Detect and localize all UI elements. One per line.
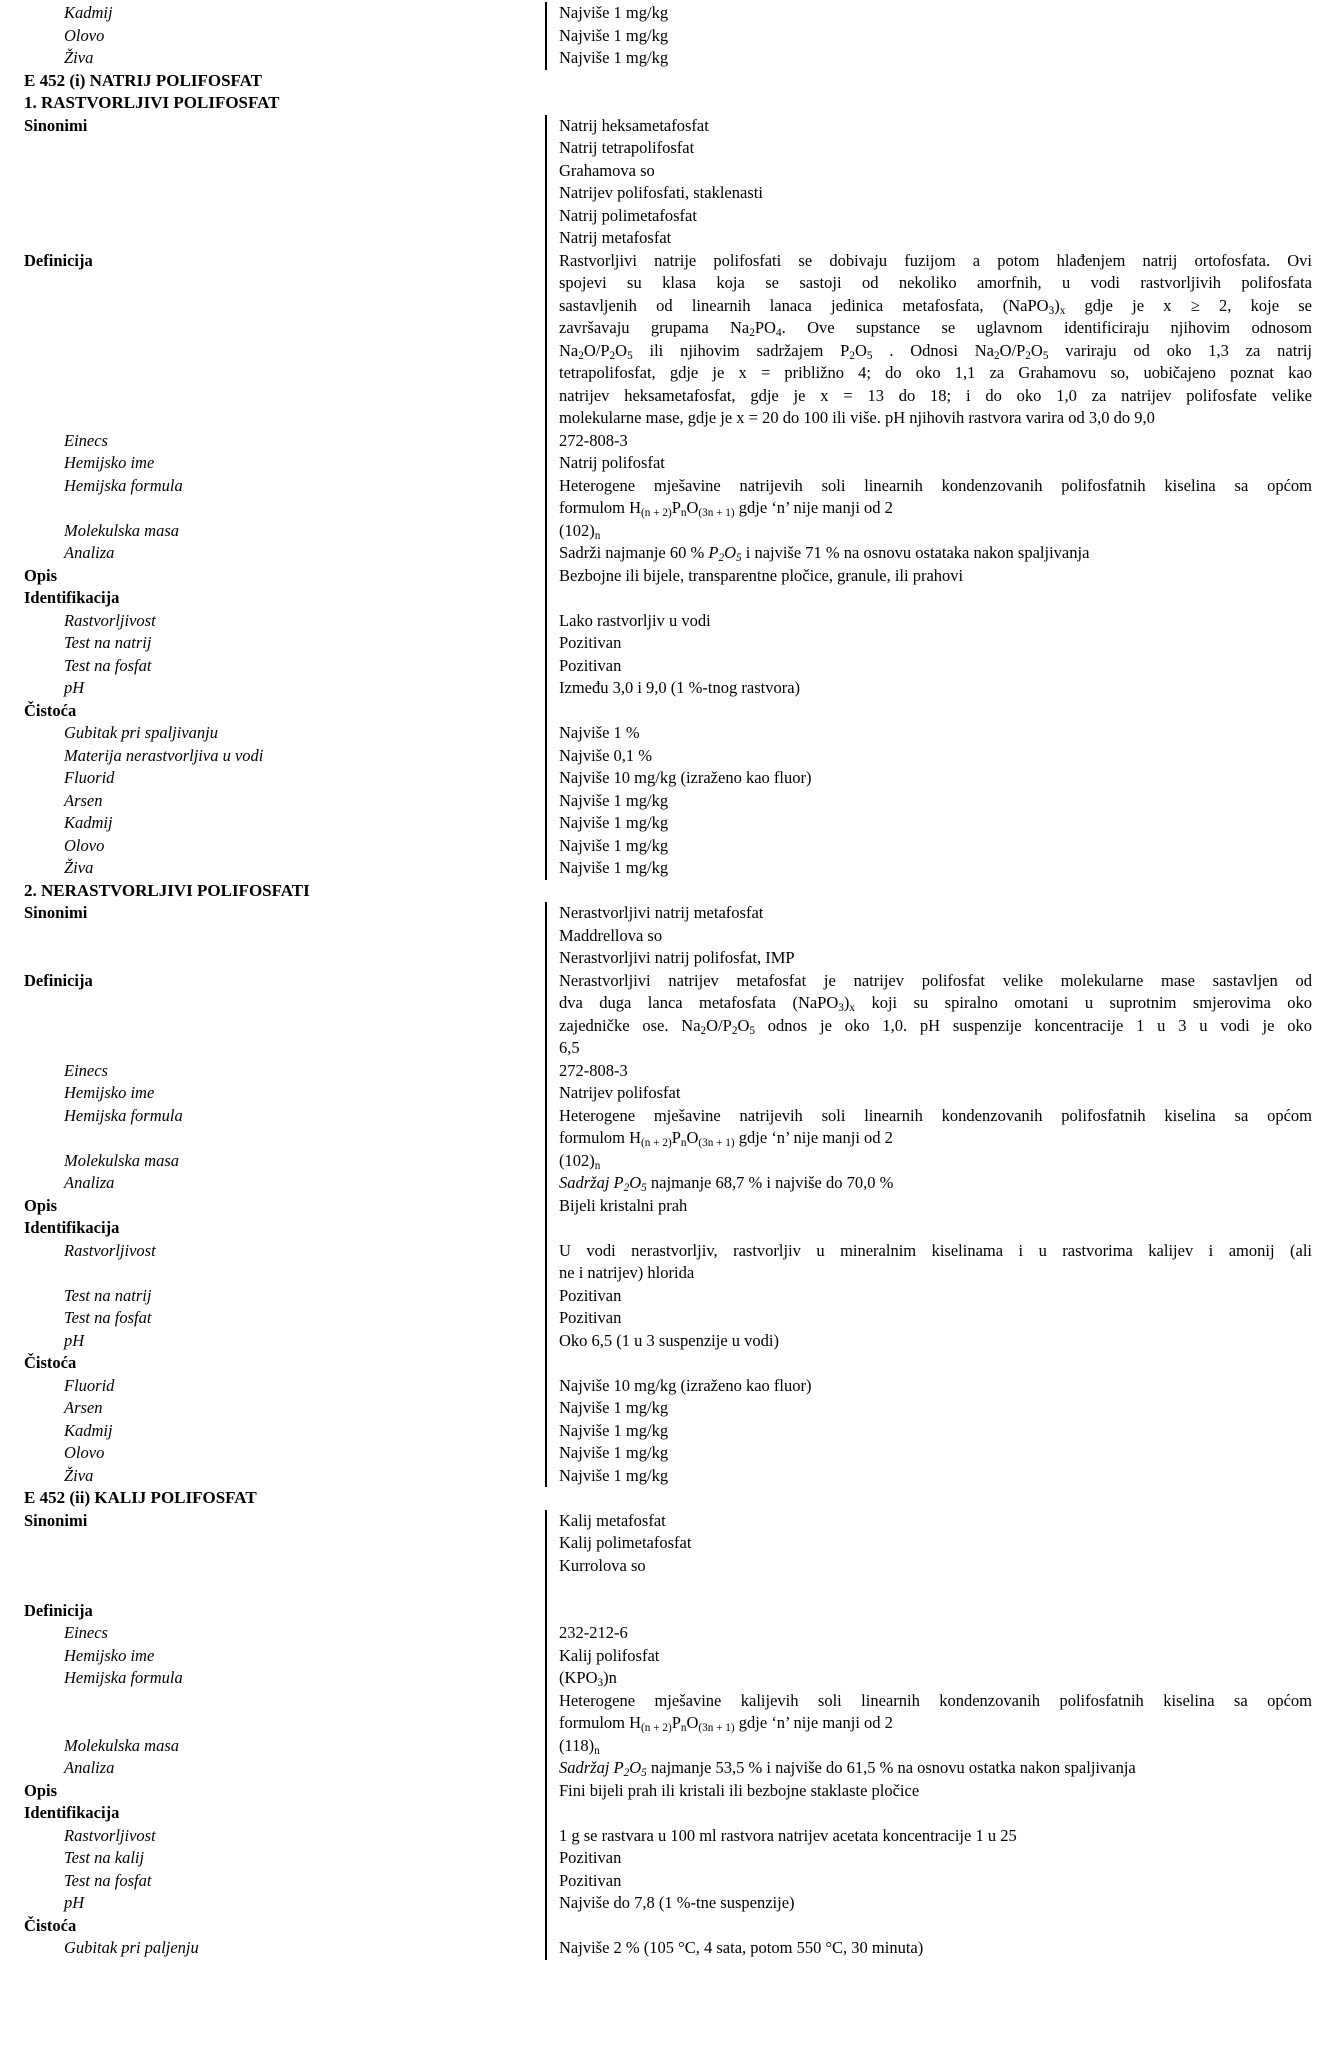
spec-row <box>0 1600 1340 1623</box>
spec-value <box>545 47 1340 70</box>
spec-value-line: Najviše 1 mg/kg <box>559 48 669 67</box>
spec-value <box>545 1465 1340 1488</box>
spec-label: Hemijsko ime <box>64 1645 155 1665</box>
spec-value <box>545 1735 1340 1758</box>
spec-value <box>545 1082 1340 1105</box>
spec-row <box>0 1172 1340 1195</box>
spec-label: Hemijska formula <box>64 475 183 495</box>
spec-value <box>545 1937 1340 1960</box>
spec-label: Materija nerastvorljiva u vodi <box>64 745 264 765</box>
spec-row <box>0 1780 1340 1803</box>
spec-value-line: Pozitivan <box>559 1308 622 1327</box>
spec-label: Hemijska formula <box>64 1668 183 1687</box>
spec-label: Test na fosfat <box>64 1308 152 1327</box>
spec-value-line: Najviše 1 % <box>559 723 640 742</box>
spec-label: Sinonimi <box>24 903 88 922</box>
spec-value-line: Maddrellova so <box>559 925 663 945</box>
spec-row <box>0 1285 1340 1308</box>
spec-value-line: Kalij polifosfat <box>559 1645 660 1665</box>
spec-value <box>545 1780 1340 1803</box>
section-heading: 2. NERASTVORLJIVI POLIFOSFATI <box>24 880 310 900</box>
spec-row <box>0 1825 1340 1848</box>
spec-value-line: Nerastvorljivi natrij metafosfat <box>559 903 764 922</box>
spec-row <box>0 655 1340 678</box>
spec-label: Hemijska formula <box>64 1105 183 1125</box>
spec-value-line: Najviše 2 % (105 °C, 4 sata, potom 550 °C, 30 minuta) <box>559 1938 924 1957</box>
spec-row <box>0 1735 1340 1758</box>
spec-label: Čistoća <box>24 1915 77 1935</box>
spec-value-line <box>559 1577 1312 1600</box>
spec-value <box>545 115 1340 250</box>
spec-label: Fluorid <box>64 1375 115 1395</box>
spec-value-line: Natrij polifosfat <box>559 453 665 472</box>
spec-value-line: sastavljenih od linearnih lanaca jedinica metafosfata, $(NaPO_3)_x$ gdje je x ≥ 2, koje se <box>559 295 1312 317</box>
spec-row <box>0 1892 1340 1915</box>
spec-value-line: $(KPO_3)n$ <box>559 1668 617 1690</box>
spec-row <box>0 1915 1340 1938</box>
spec-value-line: Pozitivan <box>559 1848 622 1867</box>
spec-value <box>545 1240 1340 1285</box>
spec-value-line <box>559 700 1312 723</box>
spec-value-line: Natrij heksametafosfat <box>559 115 709 135</box>
spec-label: Molekulska masa <box>64 1735 180 1755</box>
spec-value-line: $(102)_n$ <box>559 1150 601 1172</box>
spec-value-line: Lako rastvorljiv u vodi <box>559 610 711 630</box>
spec-value <box>545 1442 1340 1465</box>
spec-value-line: Bijeli kristalni prah <box>559 1195 688 1215</box>
spec-row <box>0 1195 1340 1218</box>
spec-value-line: spojevi su klasa koja se sastoji od nekoliko amorfnih, u vodi rastvorljivih polifosfata <box>559 273 1312 292</box>
spec-row <box>0 520 1340 543</box>
spec-label: Definicija <box>24 1600 93 1620</box>
spec-value-line: Najviše 10 mg/kg (izraženo kao fluor) <box>559 1375 812 1395</box>
spec-row <box>0 2 1340 25</box>
spec-value <box>545 1105 1340 1150</box>
spec-label: Einecs <box>64 430 108 450</box>
spec-label: Olovo <box>64 835 105 855</box>
spec-row <box>0 1082 1340 1105</box>
spec-value <box>545 520 1340 543</box>
spec-value-line: Kalij metafosfat <box>559 1510 666 1530</box>
spec-row <box>0 1330 1340 1353</box>
spec-value-line: 272-808-3 <box>559 1060 628 1080</box>
spec-label: Sinonimi <box>24 1510 88 1530</box>
spec-row <box>0 722 1340 745</box>
spec-value-line <box>559 1600 1312 1623</box>
spec-label: Identifikacija <box>24 588 120 607</box>
spec-value-line <box>559 1915 1312 1938</box>
spec-row <box>0 1622 1340 1645</box>
spec-value <box>545 587 1340 610</box>
spec-value <box>545 1195 1340 1218</box>
spec-value-line: Najviše 1 mg/kg <box>559 1420 669 1440</box>
spec-label: Fluorid <box>64 768 115 787</box>
spec-value <box>545 767 1340 790</box>
spec-value-line <box>559 1352 1312 1375</box>
spec-label: Rastvorljivost <box>64 610 156 630</box>
spec-value <box>545 857 1340 880</box>
spec-row <box>0 970 1340 1060</box>
spec-row <box>0 1937 1340 1960</box>
spec-value <box>545 452 1340 475</box>
spec-value-line: Najviše 1 mg/kg <box>559 813 669 832</box>
spec-row <box>0 1802 1340 1825</box>
spec-value-line: Natrijev polifosfati, staklenasti <box>559 183 763 202</box>
spec-label: Opis <box>24 565 58 585</box>
spec-row <box>0 1217 1340 1240</box>
spec-row <box>0 632 1340 655</box>
spec-row <box>0 745 1340 768</box>
spec-value-line: formulom $H_{(n + 2)}P_nO_{(3n + 1)}$ gdje ‘n’ nije manji od 2 <box>559 1128 893 1150</box>
spec-row <box>0 587 1340 610</box>
spec-label: Analiza <box>64 1173 115 1192</box>
spec-row <box>0 1352 1340 1375</box>
spec-value-line: Najviše 1 mg/kg <box>559 1398 669 1417</box>
spec-row <box>0 902 1340 970</box>
spec-label: Arsen <box>64 1398 103 1417</box>
spec-label: Sinonimi <box>24 115 88 135</box>
spec-value-line: Najviše 10 mg/kg (izraženo kao fluor) <box>559 768 812 787</box>
spec-row <box>0 47 1340 70</box>
spec-row <box>0 1667 1340 1735</box>
spec-row <box>0 790 1340 813</box>
spec-row <box>0 812 1340 835</box>
spec-value-line: molekularne mase, gdje je x = 20 do 100 ili više. pH njihovih rastvora varira od 3,0 do 9,0 <box>559 408 1155 427</box>
spec-value-line: Najviše 1 mg/kg <box>559 1443 669 1462</box>
spec-value-line: 6,5 <box>559 1038 580 1057</box>
spec-value <box>545 722 1340 745</box>
spec-value-line: Bezbojne ili bijele, transparentne pločice, granule, ili prahovi <box>559 565 964 585</box>
spec-value-line: Nerastvorljivi natrij polifosfat, IMP <box>559 948 795 967</box>
spec-label: Kadmij <box>64 3 113 22</box>
spec-value <box>545 1802 1340 1825</box>
spec-label: Test na natrij <box>64 633 152 652</box>
spec-value-line: Heterogene mješavine natrijevih soli linearnih kondenzovanih polifosfatnih kiselina sa općom <box>559 475 1312 495</box>
spec-label: Opis <box>24 1780 58 1800</box>
spec-label: Molekulska masa <box>64 1150 180 1170</box>
spec-value <box>545 700 1340 723</box>
spec-label: Čistoća <box>24 700 77 720</box>
spec-row <box>0 700 1340 723</box>
spec-label: Živa <box>64 1465 94 1485</box>
spec-value <box>545 902 1340 970</box>
spec-value <box>545 1600 1340 1623</box>
spec-label: pH <box>64 1893 85 1912</box>
spec-label: Olovo <box>64 25 105 45</box>
section-heading-row <box>0 70 1340 93</box>
spec-label: Gubitak pri spaljivanju <box>64 723 218 742</box>
spec-row <box>0 1420 1340 1443</box>
spec-value-line: tetrapolifosfat, gdje je x = približno 4; do oko 1,1 za Grahamovu so, uobičajeno poznat kao <box>559 363 1312 382</box>
spec-row <box>0 25 1340 48</box>
spec-value-line: Rastvorljivi natrije polifosfati se dobivaju fuzijom a potom hlađenjem natrij ortofosfata. Ovi <box>559 250 1312 270</box>
spec-row <box>0 1307 1340 1330</box>
spec-row <box>0 1397 1340 1420</box>
spec-value-line: $(102)_n$ <box>559 520 601 542</box>
spec-value-line <box>559 1217 1312 1240</box>
spec-value <box>545 1667 1340 1735</box>
spec-label: Rastvorljivost <box>64 1240 156 1260</box>
spec-value-line: Natrij metafosfat <box>559 228 672 247</box>
spec-value-line: formulom $H_{(n + 2)}P_nO_{(3n + 1)}$ gdje ‘n’ nije manji od 2 <box>559 498 893 520</box>
spec-value <box>545 970 1340 1060</box>
spec-label: Identifikacija <box>24 1803 120 1822</box>
spec-value-line: Natrijev polifosfat <box>559 1083 681 1102</box>
spec-row <box>0 1442 1340 1465</box>
spec-value <box>545 1892 1340 1915</box>
spec-row <box>0 430 1340 453</box>
spec-value <box>545 542 1340 565</box>
spec-label: Opis <box>24 1195 58 1215</box>
spec-value-line: Sadržaj $P_2O_5$ najmanje 53,5 % i najviše do 61,5 % na osnovu ostatka nakon spaljivanja <box>559 1758 1136 1780</box>
spec-value <box>545 250 1340 430</box>
spec-value-line: natrijev heksametafosfat, gdje je x = 13 do 18; i do oko 1,0 za natrijev polifosfate velike <box>559 385 1312 405</box>
spec-value <box>545 1645 1340 1668</box>
spec-value <box>545 1915 1340 1938</box>
spec-value-line <box>559 1802 1312 1825</box>
spec-value <box>545 565 1340 588</box>
spec-value <box>545 2 1340 25</box>
spec-label: Einecs <box>64 1623 108 1642</box>
spec-value-line: Kurrolova so <box>559 1555 646 1575</box>
spec-label: Test na fosfat <box>64 655 152 675</box>
spec-label: Definicija <box>24 250 93 270</box>
spec-label: Test na natrij <box>64 1285 152 1305</box>
spec-value-line: U vodi nerastvorljiv, rastvorljiv u mineralnim kiselinama i u rastvorima kalijev i amonij (ali <box>559 1240 1312 1260</box>
spec-value-line: Oko 6,5 (1 u 3 suspenzije u vodi) <box>559 1330 779 1350</box>
spec-label: Test na kalij <box>64 1848 145 1867</box>
spec-value <box>545 1330 1340 1353</box>
spec-value-line: Najviše 1 mg/kg <box>559 790 669 810</box>
spec-value-line: Sadržaj $P_2O_5$ najmanje 68,7 % i najviše do 70,0 % <box>559 1173 894 1195</box>
spec-value-line: Natrij polimetafosfat <box>559 205 697 225</box>
spec-value <box>545 430 1340 453</box>
spec-label: Hemijsko ime <box>64 453 155 472</box>
spec-value <box>545 835 1340 858</box>
section-heading: 1. RASTVORLJIVI POLIFOSFAT <box>24 93 280 112</box>
spec-value-line: Heterogene mješavine kalijevih soli linearnih kondenzovanih polifosfatnih kiselina sa općom <box>559 1690 1312 1710</box>
spec-value <box>545 1307 1340 1330</box>
spec-row <box>0 835 1340 858</box>
spec-label: Živa <box>64 48 94 67</box>
spec-value-line: Kalij polimetafosfat <box>559 1533 692 1552</box>
spec-value-line: 232-212-6 <box>559 1623 628 1642</box>
spec-label: Živa <box>64 858 94 877</box>
spec-row <box>0 767 1340 790</box>
spec-value-line: $(118)_n$ <box>559 1735 600 1757</box>
spec-value <box>545 1870 1340 1893</box>
spec-value-line: ne i natrijev) hlorida <box>559 1263 695 1282</box>
spec-value <box>545 1825 1340 1848</box>
spec-value-line: zajedničke ose. $Na_2O/P_2O_5$ odnos je oko 1,0. pH suspenzije koncentracije 1 u 3 u vodi je oko <box>559 1015 1312 1037</box>
spec-row <box>0 115 1340 250</box>
spec-value-line: Između 3,0 i 9,0 (1 %-tnog rastvora) <box>559 678 801 697</box>
spec-row <box>0 1510 1340 1600</box>
spec-row <box>0 452 1340 475</box>
spec-value <box>545 632 1340 655</box>
spec-value-line: Nerastvorljivi natrijev metafosfat je natrijev polifosfat velike molekularne mase sastavljen od <box>559 970 1312 990</box>
spec-row <box>0 1150 1340 1173</box>
section-heading-row <box>0 1487 1340 1510</box>
spec-value-line: Najviše 1 mg/kg <box>559 3 669 22</box>
spec-label: pH <box>64 1330 85 1350</box>
spec-label: Analiza <box>64 1758 115 1777</box>
spec-row <box>0 857 1340 880</box>
spec-label: Kadmij <box>64 1420 113 1440</box>
spec-value-line: Najviše 1 mg/kg <box>559 858 669 877</box>
spec-row <box>0 565 1340 588</box>
spec-value <box>545 1375 1340 1398</box>
spec-label: Rastvorljivost <box>64 1825 156 1845</box>
spec-label: Analiza <box>64 543 115 562</box>
spec-row <box>0 610 1340 633</box>
spec-value-line: završavaju grupama $Na_2PO_4$. Ove supstance se uglavnom identificiraju njihovim odnosom <box>559 318 1312 340</box>
section-heading-row <box>0 92 1340 115</box>
spec-value-line <box>559 587 1312 610</box>
spec-value-line: Pozitivan <box>559 1285 622 1305</box>
spec-label: Test na fosfat <box>64 1870 152 1890</box>
spec-value <box>545 1352 1340 1375</box>
spec-label: Čistoća <box>24 1353 77 1372</box>
spec-value-line: Najviše 1 mg/kg <box>559 25 669 45</box>
spec-value-line: Najviše 1 mg/kg <box>559 1465 669 1485</box>
spec-row <box>0 1465 1340 1488</box>
spec-row <box>0 1060 1340 1083</box>
spec-value <box>545 1510 1340 1600</box>
spec-value <box>545 1060 1340 1083</box>
spec-row <box>0 1645 1340 1668</box>
spec-label: Olovo <box>64 1443 105 1462</box>
spec-value-line: Sadrži najmanje 60 % $P_2O_5$ i najviše 71 % na osnovu ostataka nakon spaljivanja <box>559 543 1090 565</box>
spec-row <box>0 542 1340 565</box>
spec-value-line: Fini bijeli prah ili kristali ili bezbojne staklaste pločice <box>559 1780 920 1800</box>
spec-label: pH <box>64 678 85 697</box>
spec-value-line: Grahamova so <box>559 160 655 180</box>
spec-value <box>545 1150 1340 1173</box>
spec-value <box>545 25 1340 48</box>
spec-label: Identifikacija <box>24 1218 120 1237</box>
spec-label: Arsen <box>64 790 103 810</box>
spec-value-line: 1 g se rastvara u 100 ml rastvora natrijev acetata koncentracije 1 u 25 <box>559 1825 1017 1845</box>
spec-row <box>0 677 1340 700</box>
spec-value-line: dva duga lanca metafosfata $(NaPO_3)_x$ koji su spiralno omotani u suprotnim smjerovima oko <box>559 993 1312 1015</box>
section-heading: E 452 (ii) KALIJ POLIFOSFAT <box>24 1488 257 1507</box>
spec-value <box>545 1847 1340 1870</box>
spec-value-line: Pozitivan <box>559 633 622 652</box>
spec-value <box>545 1172 1340 1195</box>
spec-row <box>0 1240 1340 1285</box>
spec-value <box>545 1420 1340 1443</box>
spec-value <box>545 1757 1340 1780</box>
spec-value <box>545 677 1340 700</box>
spec-value-line: Najviše 1 mg/kg <box>559 835 669 855</box>
spec-value <box>545 655 1340 678</box>
spec-row <box>0 1870 1340 1893</box>
spec-row <box>0 1757 1340 1780</box>
spec-label: Definicija <box>24 970 93 990</box>
spec-value <box>545 475 1340 520</box>
spec-label: Einecs <box>64 1060 108 1080</box>
spec-value <box>545 745 1340 768</box>
spec-label: Gubitak pri paljenju <box>64 1938 199 1957</box>
spec-value-line: $Na_2O/P_2O_5$ ili njihovim sadržajem $P_2O_5$ . Odnosi $Na_2O/P_2O_5$ variraju od oko 1,3 za natrij <box>559 340 1312 362</box>
spec-value-line: formulom $H_{(n + 2)}P_nO_{(3n + 1)}$ gdje ‘n’ nije manji od 2 <box>559 1713 893 1735</box>
spec-value-line: Pozitivan <box>559 655 622 675</box>
section-heading: E 452 (i) NATRIJ POLIFOSFAT <box>24 70 263 90</box>
spec-value <box>545 1285 1340 1308</box>
spec-label: Kadmij <box>64 813 113 832</box>
spec-value-line: Heterogene mješavine natrijevih soli linearnih kondenzovanih polifosfatnih kiselina sa općom <box>559 1105 1312 1125</box>
spec-row <box>0 1375 1340 1398</box>
section-heading-row <box>0 880 1340 903</box>
spec-label: Molekulska masa <box>64 520 180 540</box>
spec-row <box>0 1847 1340 1870</box>
spec-value <box>545 812 1340 835</box>
spec-label: Hemijsko ime <box>64 1083 155 1102</box>
spec-row <box>0 1105 1340 1150</box>
spec-value-line: Najviše 0,1 % <box>559 745 653 765</box>
spec-row <box>0 475 1340 520</box>
spec-value <box>545 1217 1340 1240</box>
spec-value <box>545 1397 1340 1420</box>
spec-value <box>545 790 1340 813</box>
spec-value-line: Pozitivan <box>559 1870 622 1890</box>
spec-value-line: 272-808-3 <box>559 430 628 450</box>
spec-value-line: Natrij tetrapolifosfat <box>559 138 695 157</box>
spec-row <box>0 250 1340 430</box>
spec-value <box>545 1622 1340 1645</box>
spec-value <box>545 610 1340 633</box>
spec-value-line: Najviše do 7,8 (1 %-tne suspenzije) <box>559 1893 795 1912</box>
